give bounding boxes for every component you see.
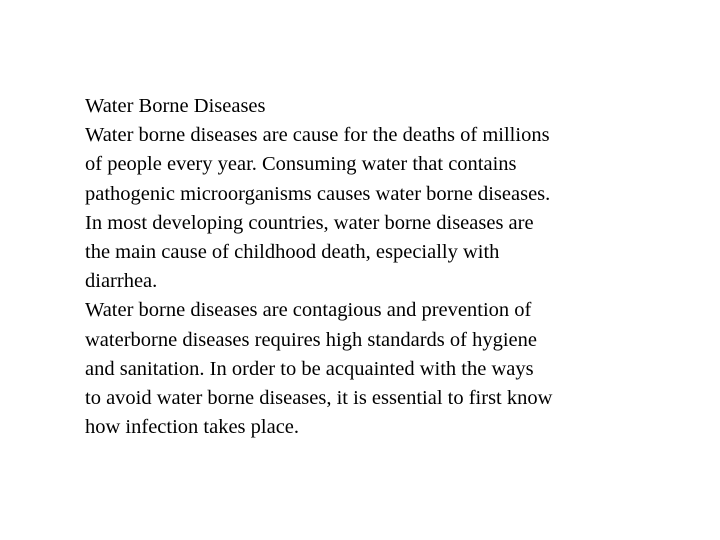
paragraph-line: and sanitation. In order to be acquainted with the ways [85, 357, 534, 380]
paragraph-line: of people every year. Consuming water that contains [85, 153, 517, 176]
paragraph-1 [85, 121, 645, 296]
paragraph-line: Water borne diseases are cause for the deaths of millions [85, 124, 550, 147]
text-body [85, 92, 645, 442]
paragraph-line: Water borne diseases are contagious and prevention of [85, 299, 532, 322]
paragraph-2 [85, 296, 645, 442]
paragraph-line: In most developing countries, water borne diseases are [85, 211, 534, 234]
paragraph-line: pathogenic microorganisms causes water borne diseases. [85, 182, 551, 205]
paragraph-line: waterborne diseases requires high standards of hygiene [85, 328, 537, 351]
paragraph-line: how infection takes place. [85, 416, 300, 439]
document-title: Water Borne Diseases [85, 95, 266, 117]
paragraph-line: the main cause of childhood death, especially with [85, 241, 500, 264]
paragraph-line: to avoid water borne diseases, it is essential to first know [85, 387, 553, 410]
paragraph-line: diarrhea. [85, 270, 158, 293]
